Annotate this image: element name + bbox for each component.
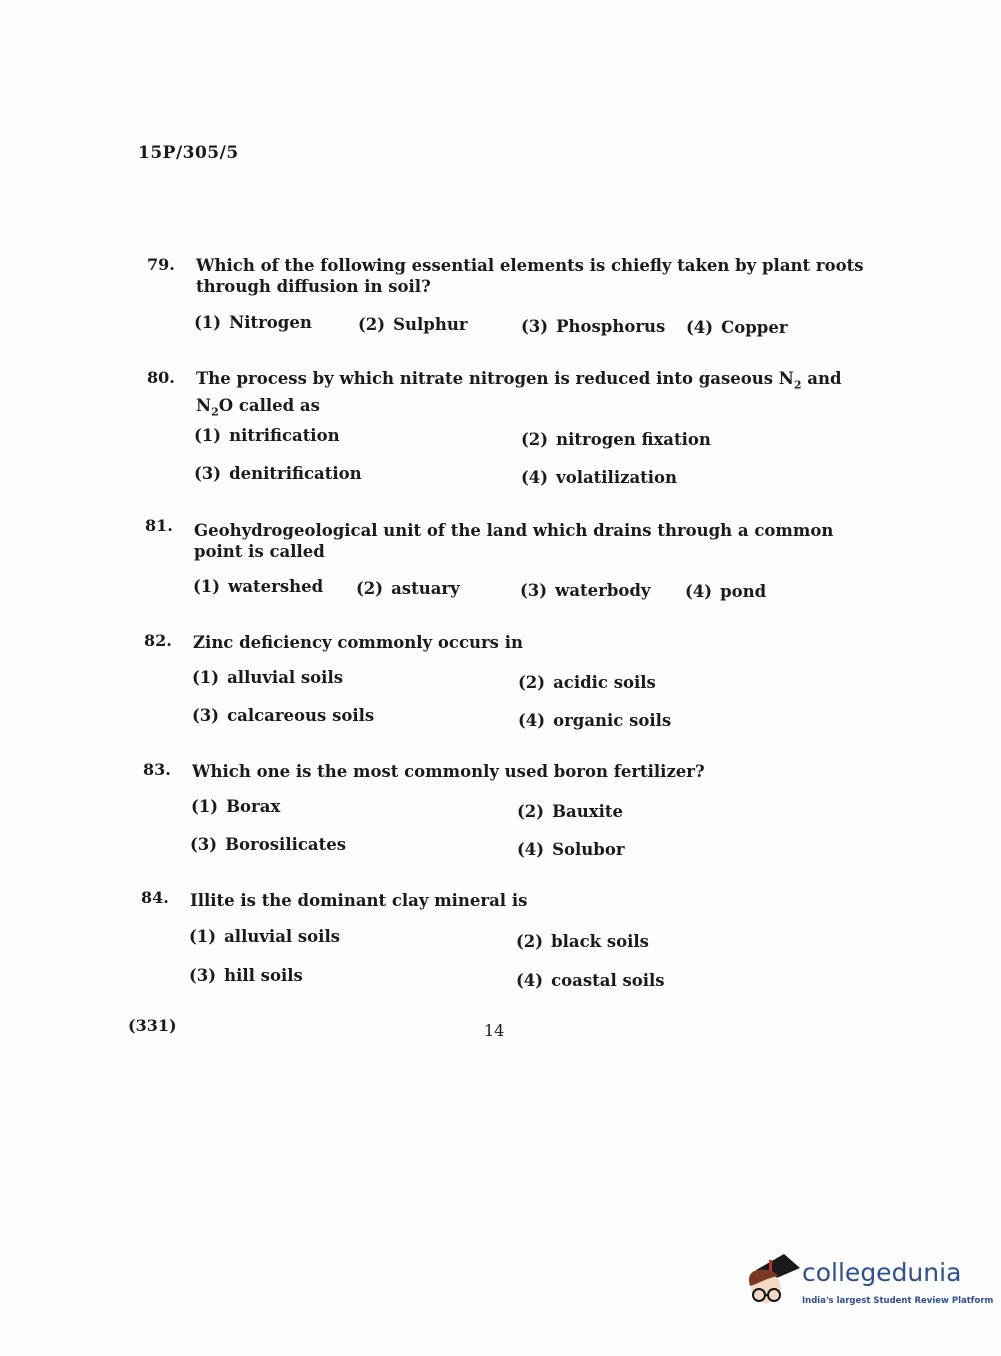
option-1: (1) watershed [193,577,324,596]
option-4: (4) organic soils [518,711,672,730]
option-2: (2) astuary [356,579,460,598]
option-4: (4) Solubor [517,840,625,859]
option-1: (1) Borax [191,797,281,816]
option-2: (2) nitrogen fixation [521,430,711,449]
question-number: 80. [147,368,175,387]
option-2: (2) acidic soils [518,673,656,692]
option-1: (1) nitrification [194,426,340,445]
question-text: Which one is the most commonly used boron fertilizer? [192,762,705,781]
option-2: (2) Sulphur [358,315,468,334]
option-2: (2) black soils [516,932,649,951]
question-number: 79. [147,255,175,274]
mascot-logo-icon [742,1250,802,1320]
paper-code: 15P/305/5 [138,143,239,163]
option-4: (4) volatilization [521,468,678,487]
question-number: 82. [144,631,172,650]
option-3: (3) denitrification [194,464,362,483]
collegedunia-watermark [742,1250,994,1320]
question-text: Illite is the dominant clay mineral is [190,891,528,910]
option-3: (3) calcareous soils [192,706,375,725]
brand-tagline: India's largest Student Review Platform [802,1296,994,1306]
brand-name: collegedunia [802,1258,962,1287]
option-1: (1) Nitrogen [194,313,312,332]
option-4: (4) coastal soils [516,971,665,990]
option-4: (4) pond [685,582,767,601]
question-number: 81. [145,516,173,535]
option-2: (2) Bauxite [517,802,623,821]
option-1: (1) alluvial soils [192,668,344,687]
option-1: (1) alluvial soils [189,927,341,946]
question-text: Which of the following essential elements is chiefly taken by plant roots through diffusion in soil? [196,256,864,296]
question-text: Zinc deficiency commonly occurs in [193,633,523,652]
option-3: (3) hill soils [189,966,303,985]
question-text: The process by which nitrate nitrogen is reduced into gaseous $N_2$ and $N_2O$ called as [196,369,842,419]
question-text: Geohydrogeological unit of the land which drains through a common point is called [194,521,834,561]
question-number: 84. [141,888,169,907]
question-number: 83. [143,760,171,779]
footer-code: (331) [128,1016,177,1035]
page-number: 14 [484,1021,505,1040]
option-3: (3) Phosphorus [521,317,666,336]
option-3: (3) waterbody [520,581,651,600]
option-3: (3) Borosilicates [190,835,346,854]
option-4: (4) Copper [686,318,788,337]
